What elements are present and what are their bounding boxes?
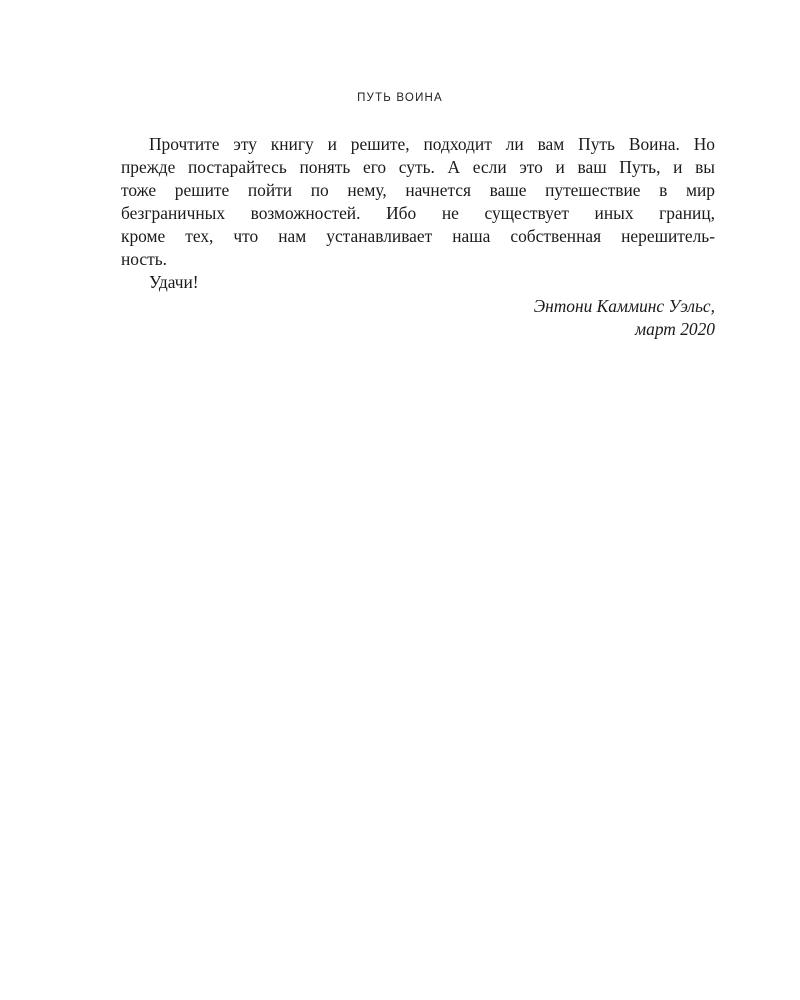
running-title: ПУТЬ ВОИНА: [357, 92, 443, 104]
signature-date: март 2020: [635, 319, 715, 339]
paragraph-line: тоже решите пойти по нему, начнется ваше путешествие в мир: [121, 180, 715, 200]
paragraph-line: Прочтите эту книгу и решите, подходит ли вам Путь Воина. Но: [149, 134, 715, 154]
paragraph-line: прежде постарайтесь понять его суть. А если это и ваш Путь, и вы: [121, 157, 715, 177]
paragraph-line: ность.: [121, 249, 168, 269]
main-text: [121, 133, 715, 341]
paragraph-intro: [121, 133, 715, 271]
signature: [121, 295, 715, 341]
paragraph-line: кроме тех, что нам устанавливает наша собственная нерешитель-: [121, 226, 715, 246]
signature-author: Энтони Камминс Уэльс,: [533, 296, 715, 316]
paragraph-line: безграничных возможностей. Ибо не существует иных границ,: [121, 203, 715, 223]
paragraph-greeting: Удачи!: [149, 272, 199, 292]
